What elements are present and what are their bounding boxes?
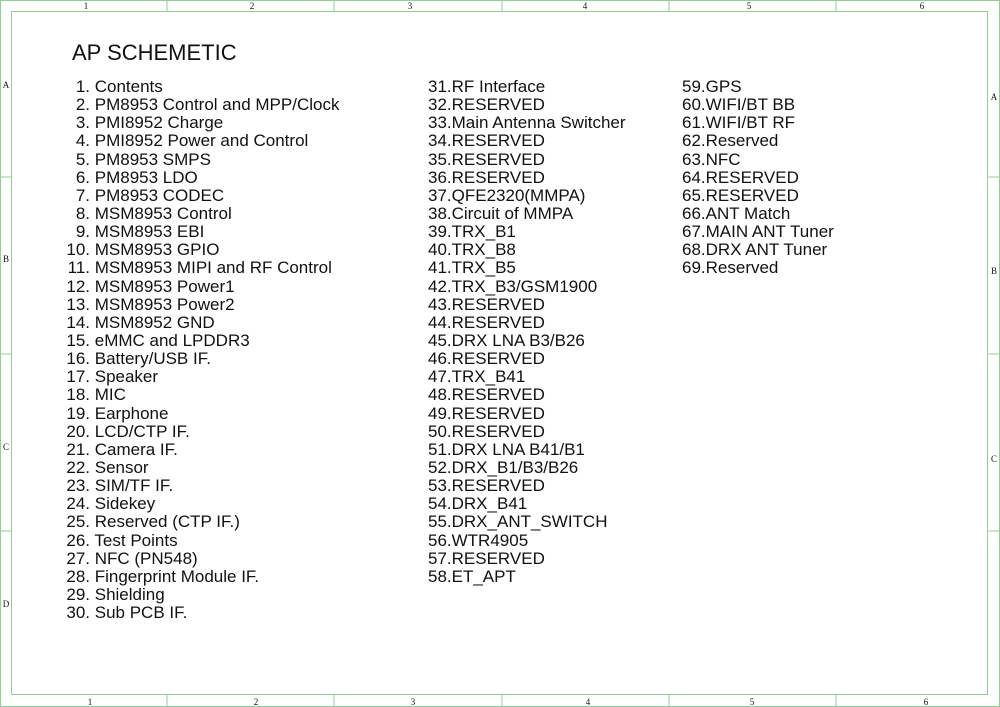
contents-item-number: 30. xyxy=(66,603,90,623)
contents-item: 31.RF Interface xyxy=(428,77,546,96)
zone-label: A xyxy=(2,80,10,90)
contents-item xyxy=(60,477,339,495)
contents-item-number: 12. xyxy=(66,276,90,296)
zone-label: 2 xyxy=(249,1,255,11)
contents-item-label: LCD/CTP IF. xyxy=(94,421,190,441)
contents-item-number: 15. xyxy=(66,330,90,350)
contents-item-label: Battery/USB IF. xyxy=(94,349,211,369)
contents-item-number: 2. xyxy=(75,95,90,115)
contents-item-number: 20. xyxy=(66,421,90,441)
contents-item-number: 17. xyxy=(66,367,90,387)
zone-label: B xyxy=(2,254,10,264)
contents-item: 66.ANT Match xyxy=(682,203,791,223)
contents-item xyxy=(60,259,339,277)
contents-item-label: Test Points xyxy=(94,530,178,550)
contents-item xyxy=(60,513,339,531)
contents-item-number: 8. xyxy=(75,203,90,223)
contents-item-label: PM8953 CODEC xyxy=(94,185,225,205)
contents-item: 44.RESERVED xyxy=(428,312,545,332)
page-title: AP SCHEMETIC xyxy=(72,40,237,65)
contents-item-number: 26. xyxy=(66,530,90,550)
contents-item-number: 27. xyxy=(66,548,90,568)
contents-item-label: Earphone xyxy=(94,403,169,423)
zone-label: B xyxy=(990,266,998,276)
contents-item: 36.RESERVED xyxy=(428,167,545,187)
contents-item-label: PMI8952 Charge xyxy=(94,113,224,133)
zone-label: 1 xyxy=(87,697,93,707)
contents-item xyxy=(60,151,339,169)
contents-column-1 xyxy=(60,78,339,622)
contents-item-number: 28. xyxy=(66,566,90,586)
contents-item: 42.TRX_B3/GSM1900 xyxy=(428,276,598,296)
contents-item-number: 3. xyxy=(75,113,90,133)
contents-item: 56.WTR4905 xyxy=(428,530,529,550)
contents-item-label: MSM8953 GPIO xyxy=(94,240,220,260)
contents-item xyxy=(60,441,339,459)
contents-item-number: 23. xyxy=(66,476,90,496)
contents-item-number: 4. xyxy=(75,131,90,151)
zone-label: 5 xyxy=(746,1,752,11)
contents-item-number: 18. xyxy=(66,385,90,405)
contents-item-number: 22. xyxy=(66,457,90,477)
contents-item: 47.TRX_B41 xyxy=(428,367,526,387)
contents-item: 60.WIFI/BT BB xyxy=(682,95,796,115)
zone-label: 4 xyxy=(582,1,588,11)
contents-item-label: SIM/TF IF. xyxy=(94,476,174,496)
contents-item xyxy=(60,423,339,441)
contents-item: 67.MAIN ANT Tuner xyxy=(682,222,834,242)
contents-item-number: 7. xyxy=(75,185,90,205)
contents-item-label: MSM8953 Power2 xyxy=(94,294,235,314)
contents-item: 59.GPS xyxy=(682,77,742,96)
contents-item-number: 13. xyxy=(66,294,90,314)
contents-item xyxy=(60,386,339,404)
contents-item: 53.RESERVED xyxy=(428,476,545,496)
contents-item xyxy=(60,532,339,550)
zone-label: C xyxy=(2,442,10,452)
contents-item: 46.RESERVED xyxy=(428,349,545,369)
zone-label: 3 xyxy=(410,697,416,707)
contents-item xyxy=(60,169,339,187)
contents-item-label: Sub PCB IF. xyxy=(94,603,188,623)
contents-item-label: PM8953 Control and MPP/Clock xyxy=(94,95,340,115)
contents-item-label: Sidekey xyxy=(94,494,156,514)
contents-item: 69.Reserved xyxy=(682,258,779,278)
contents-item: 32.RESERVED xyxy=(428,95,545,115)
contents-item-label: Camera IF. xyxy=(94,439,178,459)
contents-item: 35.RESERVED xyxy=(428,149,545,169)
contents-item-label: Sensor xyxy=(94,457,149,477)
contents-item-number: 24. xyxy=(66,494,90,514)
contents-item-label: Shielding xyxy=(94,584,165,604)
contents-item-label: Contents xyxy=(94,77,163,96)
contents-item: 43.RESERVED xyxy=(428,294,545,314)
contents-item: 64.RESERVED xyxy=(682,167,799,187)
contents-item-label: MSM8953 EBI xyxy=(94,222,205,242)
contents-item xyxy=(60,205,339,223)
contents-item xyxy=(60,296,339,314)
contents-item xyxy=(60,550,339,568)
zone-label: D xyxy=(2,599,10,609)
contents-item: 50.RESERVED xyxy=(428,421,545,441)
contents-item-number: 19. xyxy=(66,403,90,423)
contents-item xyxy=(60,78,339,96)
contents-item xyxy=(60,495,339,513)
contents-item: 58.ET_APT xyxy=(428,566,516,586)
contents-item: 61.WIFI/BT RF xyxy=(682,113,796,133)
zone-label: 2 xyxy=(253,697,259,707)
contents-item: 45.DRX LNA B3/B26 xyxy=(428,330,585,350)
contents-item-number: 25. xyxy=(66,512,90,532)
contents-item: 48.RESERVED xyxy=(428,385,545,405)
contents-item xyxy=(60,604,339,622)
contents-item xyxy=(60,114,339,132)
contents-item-label: Speaker xyxy=(94,367,159,387)
zone-label: 6 xyxy=(919,1,925,11)
zone-label: 3 xyxy=(407,1,413,11)
contents-item xyxy=(60,132,339,150)
contents-item: 65.RESERVED xyxy=(682,185,799,205)
contents-item-label: eMMC and LPDDR3 xyxy=(94,330,250,350)
contents-item-label: MSM8952 GND xyxy=(94,312,215,332)
contents-item-label: Fingerprint Module IF. xyxy=(94,566,260,586)
contents-item xyxy=(60,568,339,586)
contents-item xyxy=(60,459,339,477)
contents-item-number: 14. xyxy=(66,312,90,332)
contents-item: 37.QFE2320(MMPA) xyxy=(428,185,586,205)
contents-item-number: 29. xyxy=(66,584,90,604)
contents-item xyxy=(60,350,339,368)
contents-item: 57.RESERVED xyxy=(428,548,545,568)
contents-item-label: MSM8953 Control xyxy=(94,203,232,223)
contents-item-label: PM8953 SMPS xyxy=(94,149,211,169)
contents-column-3 xyxy=(682,78,834,278)
contents-item: 52.DRX_B1/B3/B26 xyxy=(428,457,579,477)
contents-item-label: NFC (PN548) xyxy=(94,548,198,568)
contents-item: 41.TRX_B5 xyxy=(428,258,516,278)
contents-item xyxy=(60,187,339,205)
contents-item xyxy=(60,368,339,386)
contents-item-number: 16. xyxy=(66,349,90,369)
contents-item: 49.RESERVED xyxy=(428,403,545,423)
zone-label: 6 xyxy=(923,697,929,707)
contents-item xyxy=(60,223,339,241)
contents-item-number: 9. xyxy=(75,222,90,242)
contents-item-label: MSM8953 Power1 xyxy=(94,276,235,296)
contents-item-number: 11. xyxy=(67,258,90,278)
contents-item-label: MIC xyxy=(94,385,126,405)
zone-label: 4 xyxy=(585,697,591,707)
contents-item-number: 10. xyxy=(66,240,90,260)
zone-label: 5 xyxy=(749,697,755,707)
contents-item: 33.Main Antenna Switcher xyxy=(428,113,626,133)
contents-item: 39.TRX_B1 xyxy=(428,222,516,242)
contents-item xyxy=(60,314,339,332)
contents-item xyxy=(60,405,339,423)
contents-item: 34.RESERVED xyxy=(428,131,545,151)
contents-item-label: PMI8952 Power and Control xyxy=(94,131,309,151)
contents-item-number: 21. xyxy=(66,439,90,459)
zone-label: A xyxy=(990,92,998,102)
contents-item: 62.Reserved xyxy=(682,131,779,151)
contents-item xyxy=(60,586,339,604)
contents-item-label: PM8953 LDO xyxy=(94,167,198,187)
contents-item: 54.DRX_B41 xyxy=(428,494,528,514)
zone-label: C xyxy=(990,454,998,464)
contents-item xyxy=(60,278,339,296)
contents-item-number: 5. xyxy=(75,149,90,169)
contents-column-2 xyxy=(428,78,626,586)
contents-item: 55.DRX_ANT_SWITCH xyxy=(428,512,608,532)
contents-item: 68.DRX ANT Tuner xyxy=(682,240,828,260)
contents-item xyxy=(60,96,339,114)
contents-item: 51.DRX LNA B41/B1 xyxy=(428,439,585,459)
contents-item xyxy=(60,241,339,259)
contents-item: 38.Circuit of MMPA xyxy=(428,203,574,223)
zone-label: 1 xyxy=(83,1,89,11)
contents-item-label: Reserved (CTP IF.) xyxy=(94,512,240,532)
contents-item-number: 6. xyxy=(75,167,90,187)
contents-item xyxy=(60,332,339,350)
contents-item-label: MSM8953 MIPI and RF Control xyxy=(94,258,332,278)
contents-item: 63.NFC xyxy=(682,149,741,169)
contents-item-number: 1. xyxy=(75,77,90,96)
contents-item: 40.TRX_B8 xyxy=(428,240,516,260)
